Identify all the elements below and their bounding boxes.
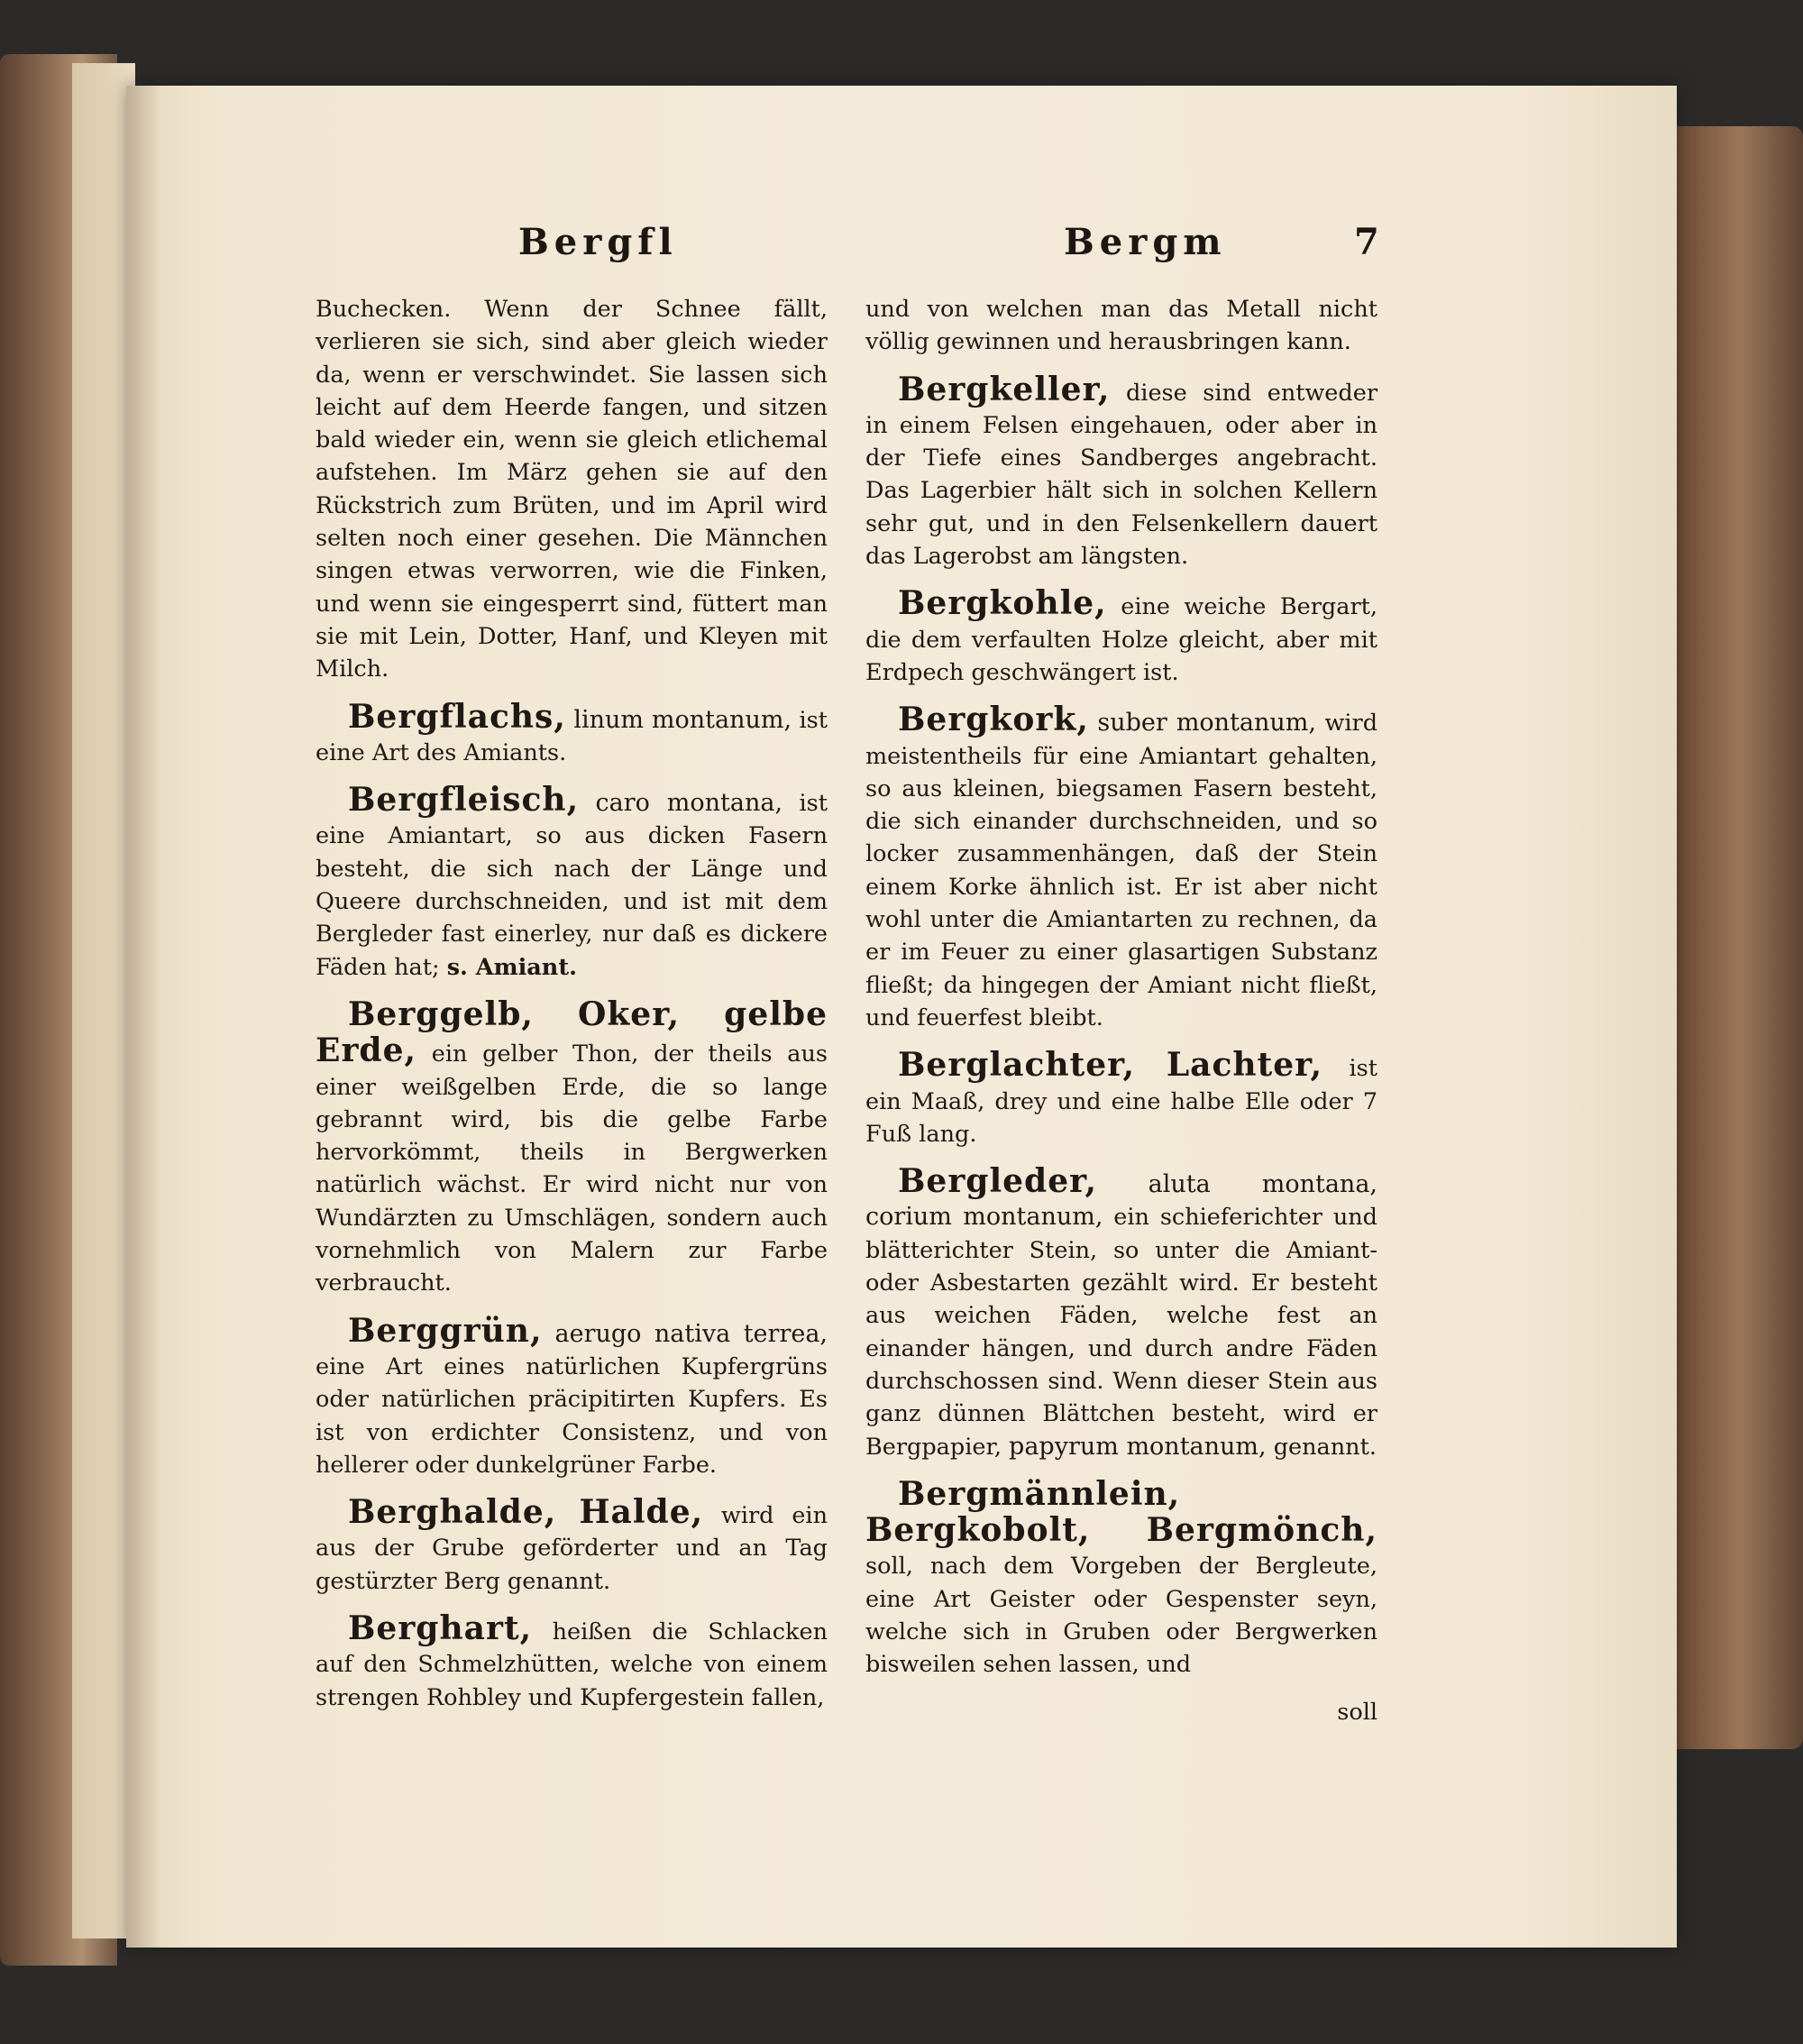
- latin-term: suber montanum,: [1097, 709, 1316, 738]
- headword: Bergkohle,: [898, 584, 1107, 623]
- entry-continuation: und von welchen man das Metall nicht völlig gewinnen und herausbringen kann.: [865, 296, 1377, 356]
- definition: eine weiche Bergart, die dem verfaulten Holze gleicht, aber mit Erdpech geschwängert ist.: [865, 593, 1378, 686]
- headword: Berggrün,: [348, 1311, 543, 1350]
- definition: eine Art eines natürlichen Kupfergrüns oder natürlichen präcipitirten Kupfers. Es ist von erdichter Consistenz, und von hellerer oder dunkelgrüner Farbe.: [316, 1352, 828, 1479]
- latin-term-2: papyrum montanum,: [1009, 1432, 1267, 1461]
- entry-bergfleisch: [316, 781, 828, 984]
- headword: Bergleder,: [898, 1162, 1098, 1201]
- headword: Bergmännlein, Bergkobolt, Bergmönch,: [865, 1474, 1377, 1550]
- headword: Berglachter, Lachter,: [898, 1046, 1323, 1085]
- entry-continuation: Buchecken. Wenn der Schnee fällt, verlieren sie sich, sind aber gleich wieder da, wenn er verschwindet. Sie lassen sich leicht auf dem Heerde fangen, und sitzen bald wieder ein, wenn sie gleich etlichemal aufstehen. Im März gehen sie auf den Rückstrich zum Brüten, und im April wird selten noch einer gesehen. Die Männchen singen etwas verworren, wie die Finken, und wenn sie eingesperrt sind, füttert man sie mit Lein, Dotter, Hanf, und Kleyen mit Milch.: [316, 296, 828, 683]
- entry-berggruen: [316, 1311, 828, 1481]
- headword: Bergkork,: [898, 701, 1089, 739]
- definition: ist ein Maaß, drey und eine halbe Elle oder 7 Fuß lang.: [865, 1055, 1377, 1148]
- definition: diese sind entweder in einem Felsen eingehauen, oder aber in der Tiefe eines Sandberges angebracht. Das Lagerbier hält sich in solchen Kellern sehr gut, und in den Felsenkellern dauert das Lagerobst am längsten.: [865, 379, 1378, 571]
- left-column: [316, 293, 828, 1728]
- page-gutter-shadow: [126, 86, 162, 1948]
- entry-berghalde: [316, 1493, 828, 1598]
- definition: wird meistentheils für eine Amiantart gehalten, so aus kleinen, biegsamen Fasern besteht, die sich einander durchschneiden, und so locker zusammenhängen, daß der Stein einem Korke ähnlich ist. Er ist aber nicht wohl unter die Amiantarten zu rechnen, da er im Feuer zu einer glasartigen Substanz fließt; da hingegen der Amiant nicht fließt, und feuerfest bleibt.: [865, 710, 1378, 1031]
- entry-berglachter: [865, 1046, 1377, 1150]
- definition: soll, nach dem Vorgeben der Bergleute, eine Art Geister oder Gespenster seyn, welche sich in Gruben oder Bergwerken bisweilen sehen lassen, und: [865, 1553, 1377, 1679]
- latin-term: caro montana,: [595, 789, 783, 818]
- definition: wird ein aus der Grube geförderter und an Tag gestürzter Berg genannt.: [316, 1502, 828, 1595]
- entry-berghart: [316, 1609, 828, 1714]
- headword: Berghart,: [348, 1609, 533, 1647]
- headword: Berggelb, Oker, gelbe Erde,: [316, 995, 828, 1070]
- headword: Bergflachs,: [348, 697, 566, 736]
- latin-term: linum montanum,: [573, 705, 792, 734]
- entry-bergkeller: [865, 370, 1378, 573]
- definition: heißen die Schlacken auf den Schmelzhütten, welche von einem strengen Rohbley und Kupfergestein fallen,: [316, 1618, 828, 1711]
- entry-bergkohle: [865, 584, 1378, 689]
- entry-bergflachs: [316, 697, 828, 770]
- headword: Bergfleisch,: [348, 781, 580, 820]
- running-head-right: Bergm: [1064, 221, 1227, 263]
- entry-bergkork: [865, 703, 1377, 1034]
- right-column: [865, 293, 1377, 1743]
- definition: ein schieferichter und blätterichter Stein, so unter die Amiant- oder Asbestarten gezählt wird. Er besteht aus weichen Fäden, welche fest an einander hängen, und durch andre Fäden durchschossen sind. Wenn dieser Stein aus ganz dünnen Blättchen besteht, wird er Bergpapier,: [865, 1204, 1378, 1461]
- definition-end: genannt.: [1273, 1433, 1377, 1461]
- cross-reference: s. Amiant.: [446, 953, 577, 981]
- latin-term: aluta montana, corium montanum,: [865, 1170, 1378, 1232]
- entry-berggelb: [316, 995, 828, 1300]
- definition: ein gelber Thon, der theils aus einer weißgelben Erde, die so lange gebrannt wird, bis die gelbe Farbe hervorkömmt, theils in Bergwerken natürlich wächst. Er wird nicht nur von Wundärzten zu Umschlägen, sondern auch vornehmlich von Malern zur Farbe verbraucht.: [316, 1040, 828, 1297]
- catchword: soll: [1337, 1698, 1377, 1726]
- headword: Berghalde, Halde,: [348, 1493, 704, 1532]
- page-number: 7: [1354, 221, 1385, 263]
- entry-bergleder: [865, 1162, 1378, 1463]
- book-cover-right: [1677, 126, 1803, 1749]
- latin-term: aerugo nativa terrea,: [554, 1319, 828, 1348]
- running-head-left: Bergfl: [518, 221, 678, 263]
- definition: ist eine Amiantart, so aus dicken Fasern besteht, die sich nach der Länge und Queere durchschneiden, und ist mit dem Bergleder fast einerley, nur daß es dickere Fäden hat;: [316, 790, 828, 981]
- definition: ist eine Art des Amiants.: [316, 706, 828, 766]
- entry-bergmaennlein: [865, 1474, 1377, 1682]
- headword: Bergkeller,: [898, 370, 1111, 408]
